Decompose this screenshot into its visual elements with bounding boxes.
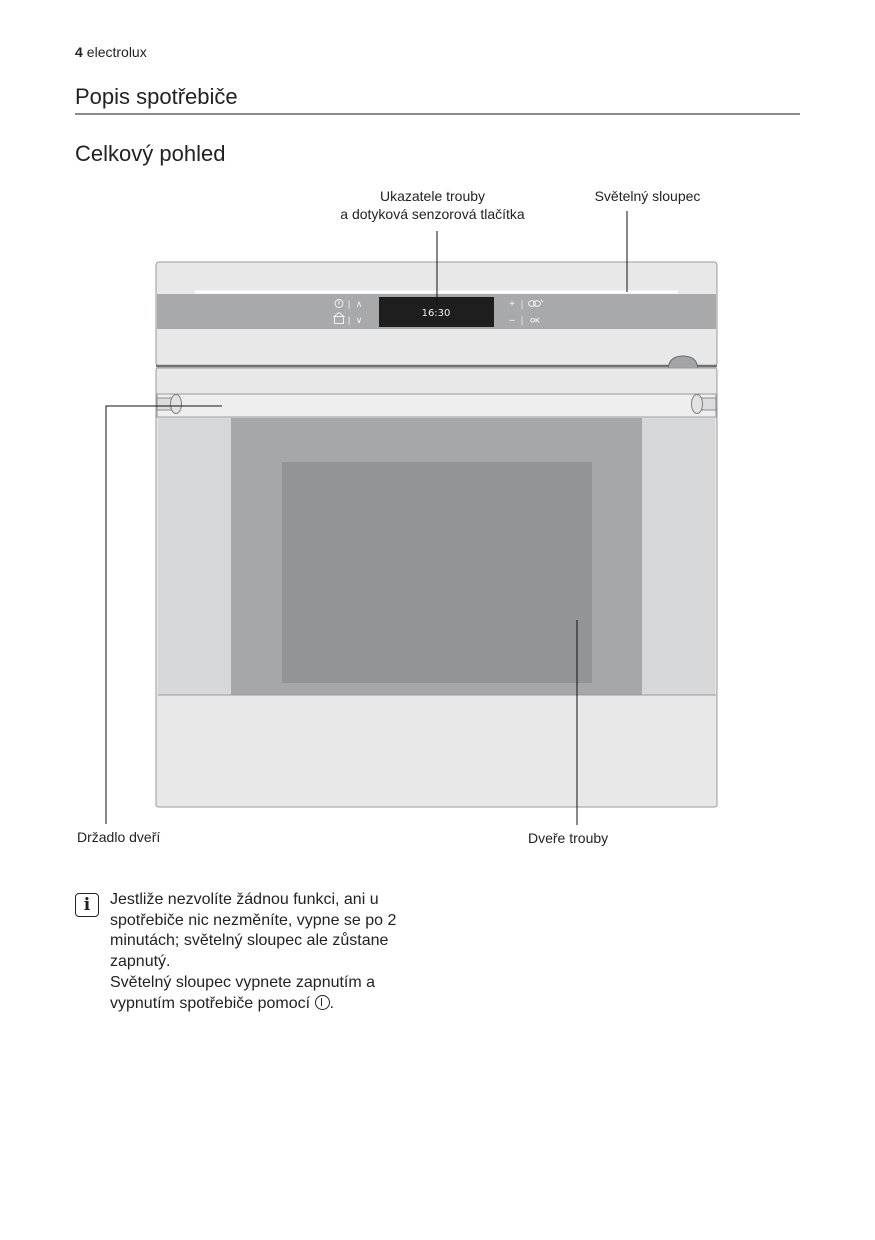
callout-door-handle: Držadlo dveří [77,829,161,845]
note-paragraph-2-text: Světelný sloupec vypnete zapnutím a vypnutím spotřebiče pomocí [110,973,376,1012]
callout-panel-line1: Ukazatele trouby [379,188,486,204]
separator-1: | [347,299,351,309]
note-paragraph-1: Jestliže nezvolíte žádnou funkci, ani u spotřebiče nic nezměníte, vypne se po 2 minutách; světelný sloupec ale zůstane zapnutý. [110,891,397,971]
section-title: Popis spotřebiče [75,84,238,109]
down-button[interactable]: ∨ [355,315,363,325]
separator-3: | [520,299,524,309]
ok-button[interactable]: OK [530,317,540,325]
info-icon: i [75,893,99,917]
plus-button[interactable]: + [509,299,515,310]
subsection-title: Celkový pohled [75,141,226,166]
door-side-left [158,418,231,695]
handle-cap-left [171,395,182,414]
brand-name: electrolux [86,44,147,60]
minus-button[interactable]: – [509,315,515,326]
note-paragraph-2-end: . [329,994,334,1012]
handle-end-right [702,398,716,410]
handle-end-left [157,398,171,410]
door-window [282,462,592,683]
page-number: 4 [75,44,83,60]
note-paragraph-2 [110,973,440,1014]
door-handle[interactable] [157,394,716,417]
separator-2: | [347,315,351,325]
separator-4: | [520,315,524,325]
power-icon [315,995,330,1010]
door-side-right [642,418,715,695]
display-time: 16:30 [421,308,451,319]
callout-panel-line2: a dotyková senzorová tlačítka [340,206,525,222]
callout-oven-door: Dveře trouby [528,830,609,846]
callout-control-panel [300,187,565,223]
callout-light-column: Světelný sloupec [594,188,701,204]
info-note [110,890,440,1014]
up-button[interactable]: ∧ [355,299,363,309]
handle-cap-right [692,395,703,414]
